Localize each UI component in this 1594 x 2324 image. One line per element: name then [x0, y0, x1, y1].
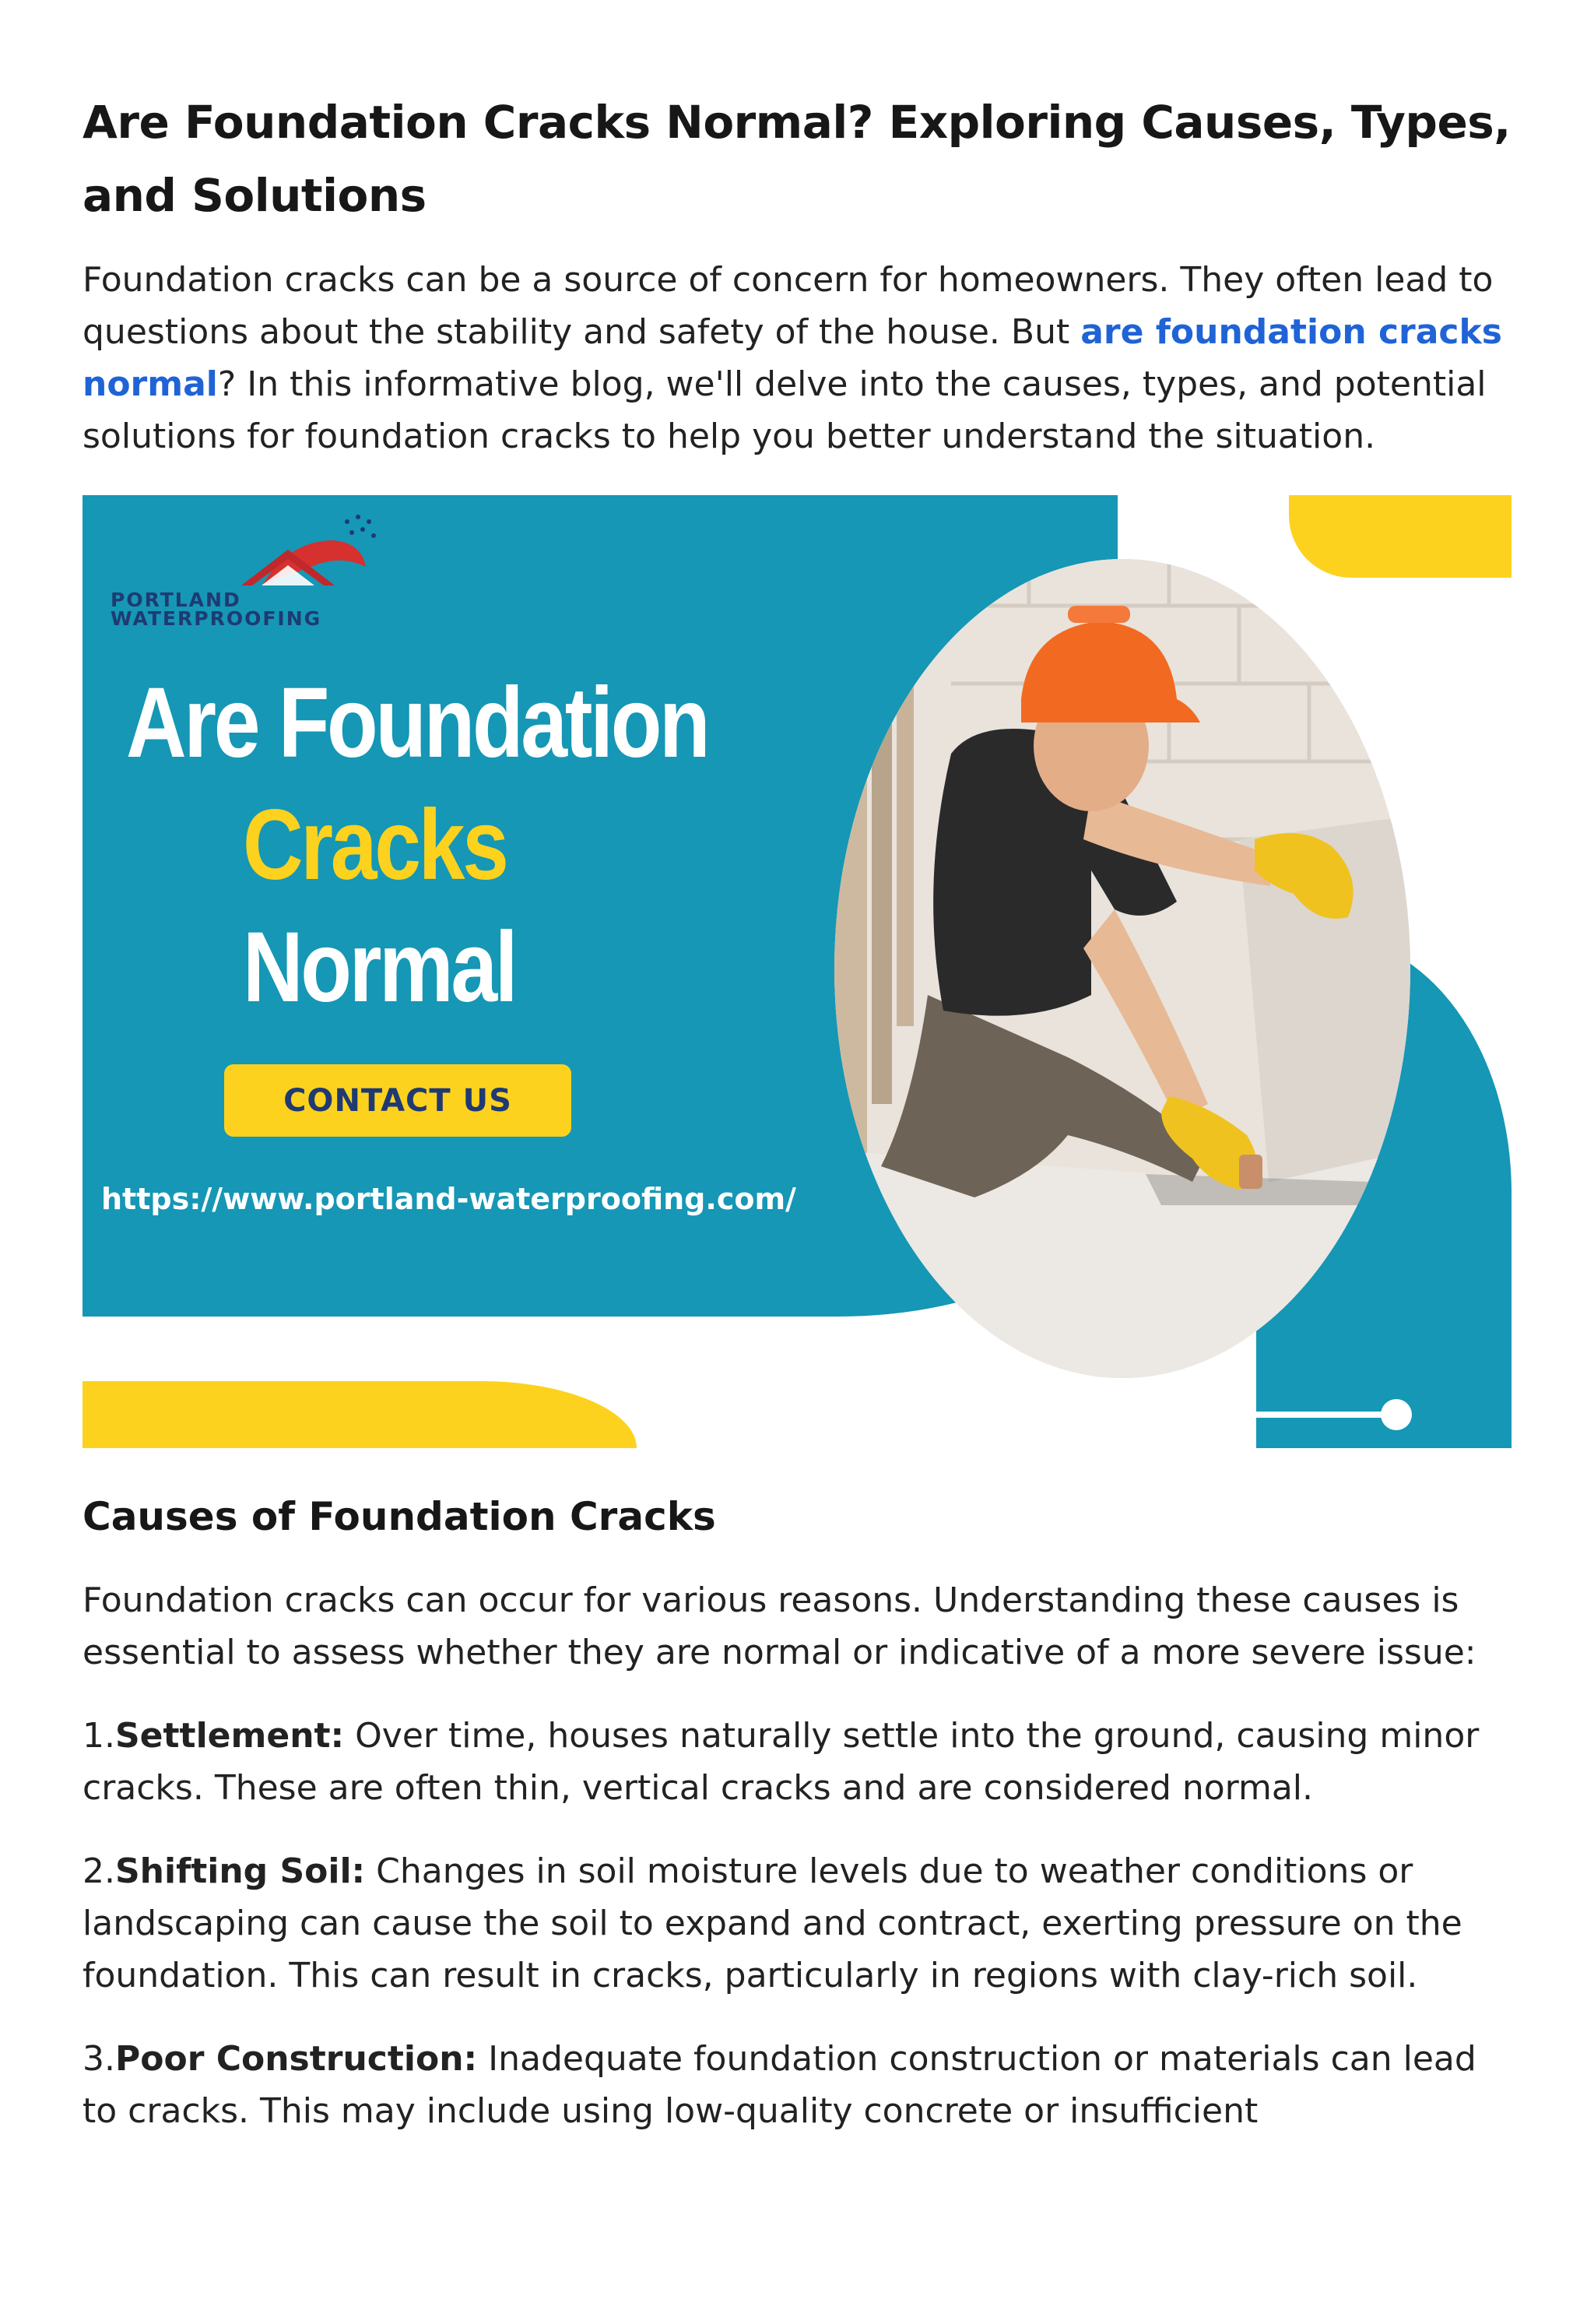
- logo-text-waterproofing: WATERPROOFING: [111, 607, 322, 630]
- portland-waterproofing-logo: [97, 509, 392, 634]
- worker-sealing-crack-illustration: [834, 559, 1410, 1378]
- banner-slider-dot: [1381, 1399, 1412, 1430]
- banner-headline-line-3: Normal: [243, 912, 516, 1023]
- house-roof-logo-icon: [97, 509, 392, 595]
- contact-us-button[interactable]: CONTACT US: [224, 1064, 571, 1137]
- list-item-number: 1.: [83, 1716, 115, 1756]
- list-item-text: Changes in soil moisture levels due to weather conditions or landscaping can cause the soil to expand and contract, exerting pressure on the foundation. This can result in cracks, particularly in regions with clay-rich soil.: [83, 1851, 1462, 1995]
- banner-yellow-shape-bottom: [83, 1381, 637, 1448]
- list-item-term: Settlement:: [114, 1716, 345, 1756]
- causes-heading: Causes of Foundation Cracks: [83, 1494, 716, 1539]
- banner-headline-line-1: Are Foundation: [126, 667, 708, 779]
- list-item: [83, 1710, 1511, 1814]
- banner-website-url: https://www.portland-waterproofing.com/: [101, 1182, 796, 1216]
- hero-banner-image: [83, 495, 1511, 1448]
- intro-text-after: ? In this informative blog, we'll delve into the causes, types, and potential solutions for foundation cracks to help you better understand the situation.: [83, 364, 1487, 456]
- banner-headline-line-2: Cracks: [243, 789, 507, 901]
- logo-text-portland: PORTLAND: [111, 589, 241, 611]
- list-item-number: 3.: [83, 2039, 115, 2079]
- causes-list: [83, 1710, 1511, 2137]
- causes-intro: Foundation cracks can occur for various reasons. Understanding these causes is essential to assess whether they are normal or indicative of a more severe issue:: [83, 1580, 1476, 1672]
- worker-photo: [834, 559, 1410, 1378]
- foundation-cracks-link[interactable]: are foundation cracks normal: [83, 312, 1502, 404]
- list-item-text: Inadequate foundation construction or materials can lead to cracks. This may include using low-quality concrete or insufficient: [83, 2039, 1476, 2131]
- list-item-term: Shifting Soil:: [114, 1851, 366, 1891]
- list-item-number: 2.: [83, 1851, 115, 1891]
- list-item: [83, 1845, 1511, 2002]
- banner-yellow-shape-top: [1289, 495, 1511, 578]
- article-title: Are Foundation Cracks Normal? Exploring Causes, Types, and Solutions: [83, 96, 1511, 222]
- article: [83, 86, 1511, 2168]
- banner-slider-line: [1256, 1412, 1393, 1418]
- list-item-term: Poor Construction:: [114, 2039, 478, 2079]
- list-item: [83, 2033, 1511, 2137]
- intro-paragraph: [83, 254, 1511, 462]
- intro-text-before: Foundation cracks can be a source of concern for homeowners. They often lead to questions about the stability and safety of the house. But: [83, 260, 1494, 352]
- list-item-text: Over time, houses naturally settle into the ground, causing minor cracks. These are often thin, vertical cracks and are considered normal.: [83, 1716, 1480, 1808]
